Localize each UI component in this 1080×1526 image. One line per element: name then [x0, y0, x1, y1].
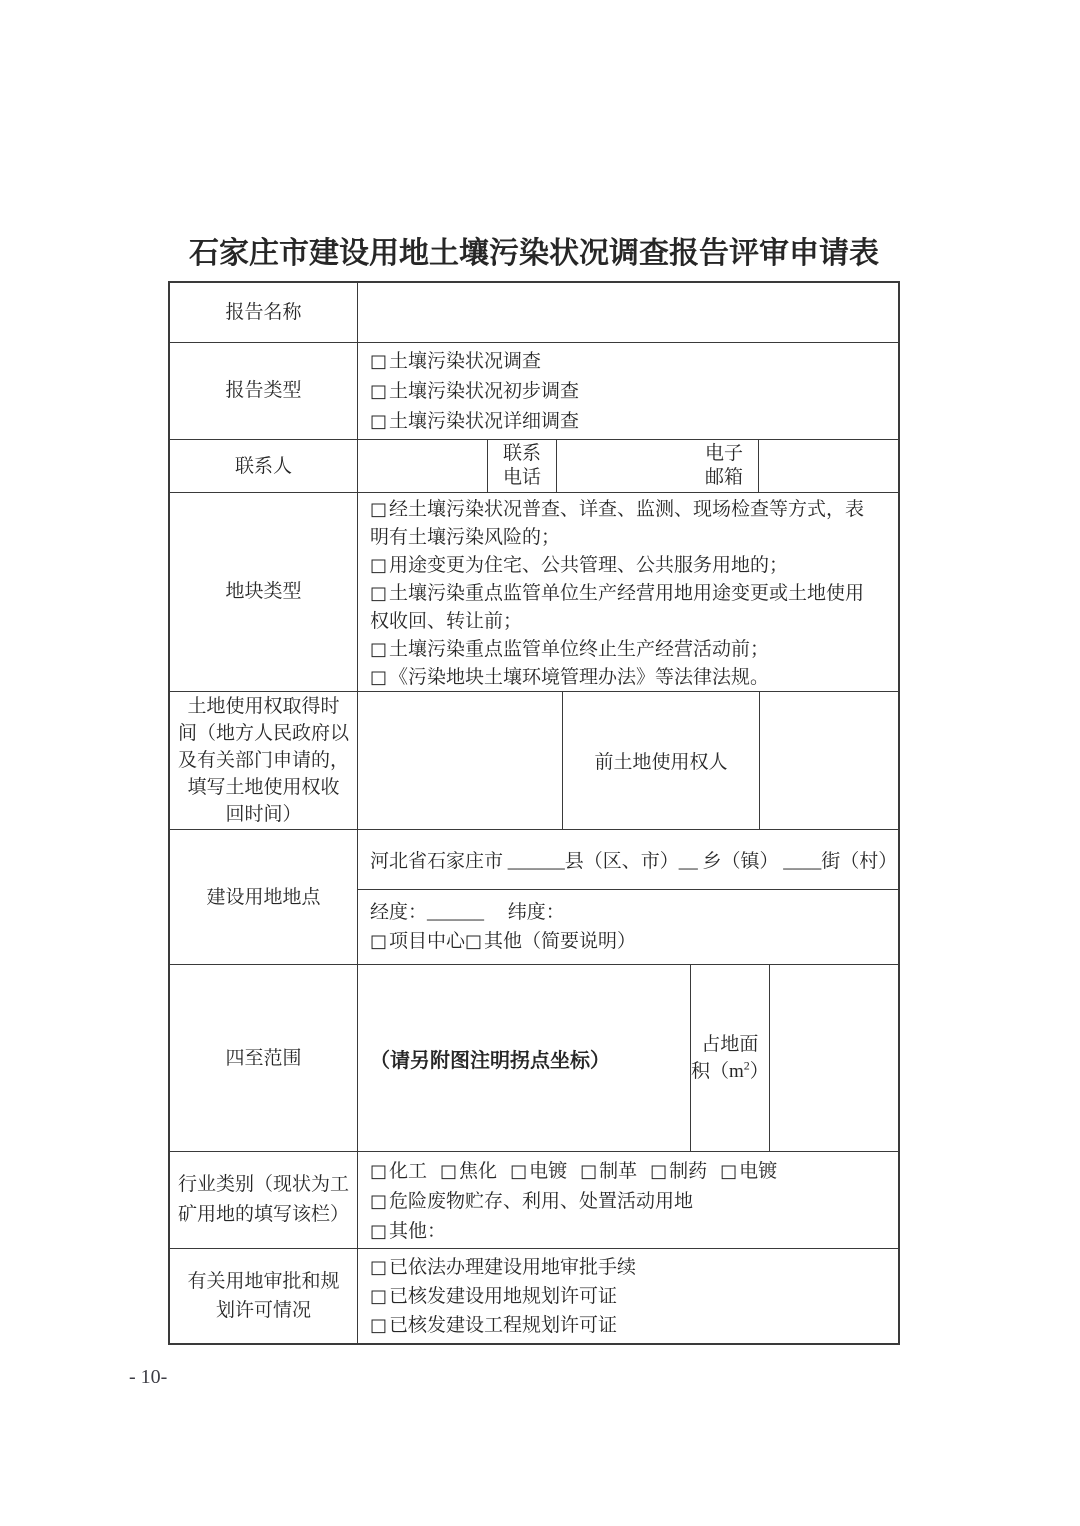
- area-value-cell[interactable]: [770, 965, 898, 1151]
- checkbox-icon[interactable]: □: [580, 1161, 598, 1182]
- checkbox-icon[interactable]: □: [370, 499, 388, 520]
- contact-email-label: 电子 邮箱: [690, 440, 759, 492]
- checkbox-icon[interactable]: □: [370, 1257, 388, 1278]
- plot-type-options: [358, 493, 898, 691]
- report-type-label: 报告类型: [170, 343, 358, 439]
- report-type-options: [358, 343, 898, 439]
- row-approval: [170, 1248, 898, 1343]
- row-contact: [170, 439, 898, 492]
- industry-option-row: [370, 1157, 898, 1187]
- plot-type-option: □ 土壤污染重点监管单位生产经营用地用途变更或土地使用: [370, 583, 865, 604]
- approval-options: [358, 1249, 898, 1343]
- industry-option: □ 电镀: [510, 1161, 568, 1182]
- contact-phone-cell[interactable]: [557, 440, 690, 492]
- industry-option: □ 制药: [650, 1161, 708, 1182]
- boundary-label: 四至范围: [170, 965, 358, 1151]
- checkbox-icon[interactable]: □: [370, 351, 388, 372]
- plot-type-option: □ 用途变更为住宅、公共管理、公共服务用地的；: [370, 555, 789, 576]
- location-address-cell[interactable]: [358, 830, 898, 890]
- form-title: 石家庄市建设用地土壤污染状况调查报告评审申请表: [189, 237, 879, 270]
- approval-label: 有关用地审批和规 划许可情况: [170, 1249, 358, 1343]
- row-boundary: [170, 964, 898, 1151]
- land-right-time-cell[interactable]: [358, 692, 562, 829]
- contact-phone-label: 联系 电话: [487, 440, 557, 492]
- row-report-name: [170, 283, 898, 342]
- boundary-note: （请另附图注明拐点坐标）: [370, 1049, 610, 1072]
- industry-option: □ 焦化: [440, 1161, 498, 1182]
- location-coord-line: 经度：______ 纬度：: [370, 902, 565, 923]
- approval-option: □ 已核发建设工程规划许可证: [370, 1315, 618, 1336]
- land-right-time-label: 土地使用权取得时 间（地方人民政府以 及有关部门申请的， 填写土地使用权收 回时间）: [170, 692, 358, 829]
- plot-type-label: 地块类型: [170, 493, 358, 691]
- report-name-label: 报告名称: [170, 283, 358, 342]
- plot-type-option-wrap: 明有土壤污染风险的；: [370, 527, 561, 548]
- plot-type-option: □ 《污染地块土壤环境管理办法》等法律法规。: [370, 667, 770, 688]
- prev-land-holder-label: 前土地使用权人: [562, 692, 760, 829]
- checkbox-icon[interactable]: □: [370, 1221, 388, 1242]
- checkbox-icon[interactable]: □: [370, 381, 388, 402]
- industry-option: □ 化工: [370, 1161, 428, 1182]
- checkbox-icon[interactable]: □: [510, 1161, 528, 1182]
- checkbox-icon[interactable]: □: [370, 1191, 388, 1212]
- location-coords-cell[interactable]: [358, 890, 898, 964]
- checkbox-icon[interactable]: □: [370, 667, 388, 688]
- application-form-table: [168, 281, 900, 1345]
- contact-email-cell[interactable]: [759, 440, 898, 492]
- row-report-type: [170, 342, 898, 439]
- checkbox-icon[interactable]: □: [370, 583, 388, 604]
- checkbox-icon[interactable]: □: [720, 1161, 738, 1182]
- industry-option: □ 制革: [580, 1161, 638, 1182]
- checkbox-icon[interactable]: □: [650, 1161, 668, 1182]
- checkbox-icon[interactable]: □: [370, 1286, 388, 1307]
- superscript-2: 2: [743, 1058, 750, 1073]
- checkbox-icon[interactable]: □: [370, 411, 388, 432]
- industry-label: 行业类别（现状为工 矿用地的填写该栏）: [170, 1152, 358, 1248]
- plot-type-option: □ 土壤污染重点监管单位终止生产经营活动前；: [370, 639, 770, 660]
- checkbox-icon[interactable]: □: [370, 1315, 388, 1336]
- checkbox-icon[interactable]: □: [370, 555, 388, 576]
- approval-option: □ 已核发建设用地规划许可证: [370, 1286, 618, 1307]
- approval-option: □ 已依法办理建设用地审批手续: [370, 1257, 637, 1278]
- report-type-option: □ 土壤污染状况初步调查: [370, 381, 580, 402]
- checkbox-icon[interactable]: □: [370, 931, 388, 952]
- checkbox-icon[interactable]: □: [465, 931, 483, 952]
- industry-option: □ 电镀: [720, 1161, 778, 1182]
- report-name-value-cell[interactable]: [358, 283, 898, 342]
- checkbox-icon[interactable]: □: [370, 1161, 388, 1182]
- prev-land-holder-value-cell[interactable]: [760, 692, 898, 829]
- plot-type-option: □ 经土壤污染状况普查、详查、监测、现场检查等方式，表: [370, 499, 865, 520]
- row-land-right-time: [170, 691, 898, 829]
- industry-option-other: □ 其他：: [370, 1221, 447, 1242]
- contact-name-cell[interactable]: [358, 440, 487, 492]
- location-label: 建设用地地点: [170, 830, 358, 964]
- report-type-option: □ 土壤污染状况调查: [370, 351, 542, 372]
- contact-label: 联系人: [170, 440, 358, 492]
- row-location: [170, 829, 898, 964]
- report-type-option: □ 土壤污染状况详细调查: [370, 411, 580, 432]
- area-label: 占地面 积$(m^2)$: [690, 965, 770, 1151]
- checkbox-icon[interactable]: □: [440, 1161, 458, 1182]
- row-industry: [170, 1151, 898, 1248]
- boundary-note-cell[interactable]: [358, 965, 690, 1151]
- plot-type-option-wrap: 权收回、转让前；: [370, 611, 523, 632]
- industry-option: □ 危险废物贮存、利用、处置活动用地: [370, 1191, 694, 1212]
- location-address-line: 河北省石家庄市 ______县（区、市）__ 乡（镇） ____街（村）: [370, 851, 898, 872]
- checkbox-icon[interactable]: □: [370, 639, 388, 660]
- page-number: - 10-: [129, 1366, 168, 1388]
- row-plot-type: [170, 492, 898, 691]
- industry-options: [358, 1152, 898, 1248]
- location-coord-type-line: □ 项目中心□ 其他（简要说明）: [370, 931, 637, 952]
